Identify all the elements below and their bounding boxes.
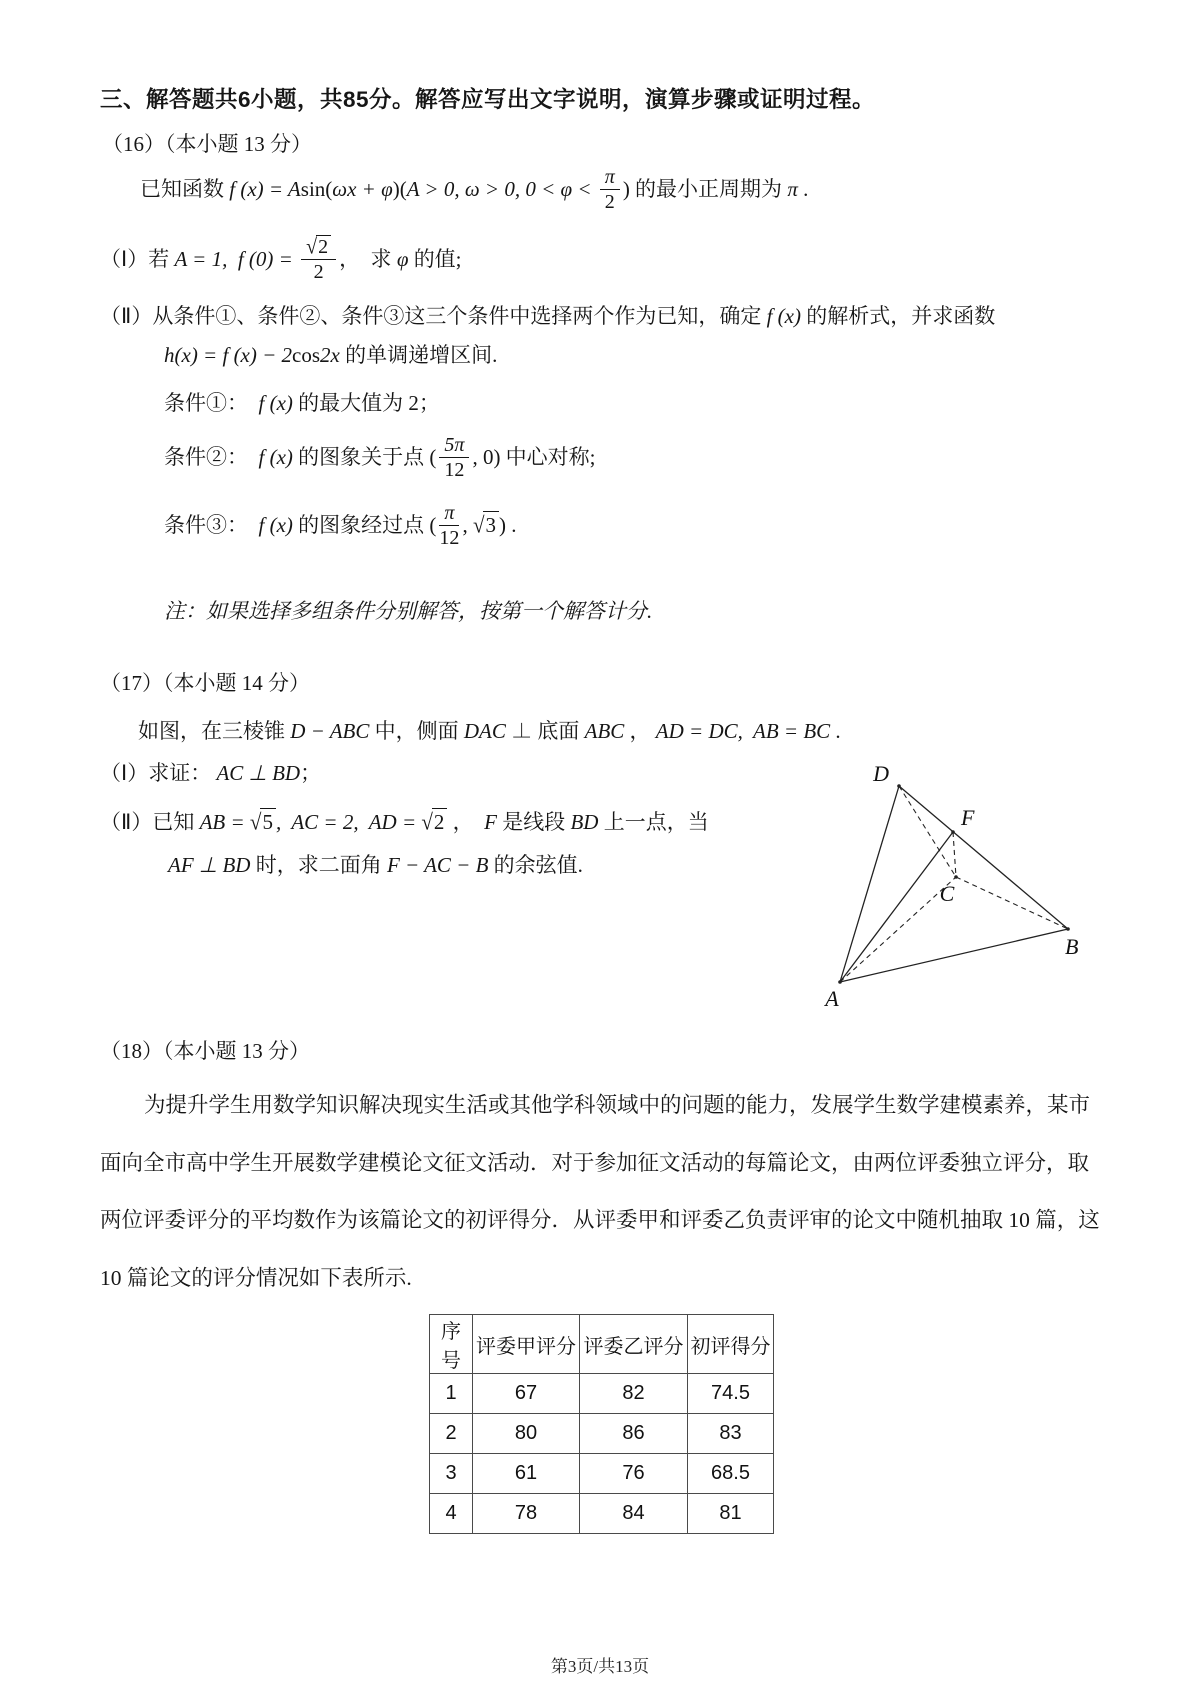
q17-heading-text: （17）（本小题 14 分） [100,671,310,695]
q17-figure [775,733,1115,1023]
q18-paragraph-line [100,1146,1089,1177]
math-fraction [439,434,469,481]
math-segment: 2x [320,343,340,367]
table-cell: 82 [580,1374,688,1414]
math-segment: AC ⊥ BD [216,761,301,785]
edge-cb-dashed [956,877,1068,929]
table-cell: 74.5 [688,1374,774,1414]
q17-heading [100,670,310,696]
text-segment: （Ⅱ）从条件①、条件②、条件③这三个条件中选择两个作为已知，确定 [100,304,767,328]
radical-sign: √ [306,235,318,259]
text-segment: 的解析式，并求函数 [801,304,996,328]
edge-db [899,786,1068,929]
text-segment: 的最大值为 2； [292,391,440,415]
q16-part2-line2 [164,342,497,368]
math-segment: cos [292,343,321,367]
math-segment: φ [396,246,409,271]
math-segment: ABC [584,719,625,743]
table-header-cell: 评委乙评分 [580,1315,688,1374]
math-segment: , AC = 2, AD = [275,809,422,834]
text-segment: （Ⅰ）求证： [100,761,217,785]
text-segment: . [797,176,809,201]
math-segment: ωx + φ [332,176,393,201]
section-header [100,86,875,114]
math-fraction [301,235,336,283]
vertex-a [838,980,842,984]
math-fraction [439,502,459,549]
text-segment: 条件①： [164,391,259,415]
vertex-label-d: D [873,761,889,786]
table-cell: 67 [473,1374,580,1414]
paragraph-text: 10 篇论文的评分情况如下表所示. [100,1266,412,1290]
paragraph-text: 为提升学生用数学知识解决现实生活或其他学科领域中的问题的能力，发展学生数学建模素养，某市 [144,1093,1091,1117]
math-segment: D − ABC [290,719,370,743]
tetrahedron-diagram [775,733,1115,1023]
math-segment: sin( [300,176,333,201]
math-segment: f (x) [258,512,293,537]
radical-sign: √ [421,809,433,836]
text-segment: ； [300,761,322,785]
math-segment: f (x) [766,304,801,328]
math-segment: f (x) [258,444,293,469]
text-segment: 条件③： [164,512,259,537]
text-segment: 的图象经过点 ( [292,512,437,537]
table-row [430,1374,774,1414]
paragraph-text: 面向全市高中学生开展数学建模论文征文活动．对于参加征文活动的每篇论文，由两位评委独立评分，取 [100,1151,1090,1175]
fraction-denominator: 12 [439,526,460,549]
math-segment: f (x) = A [229,176,301,201]
table-row [430,1494,774,1534]
fraction-numerator: π [600,166,620,190]
radicand: 3 [483,511,499,538]
math-fraction [600,166,620,213]
vertex-d [897,784,901,788]
table-cell: 76 [580,1454,688,1494]
fraction-denominator: 2 [604,190,615,213]
q16-condition2-line [164,426,596,488]
q16-condition3-line [164,494,516,556]
table-header-cell: 序号 [430,1315,473,1374]
q16-condition1-line [164,390,440,416]
text-segment: （Ⅱ）已知 [100,809,200,834]
q17-part1-line [100,760,321,786]
square-root [250,808,276,835]
math-segment: A > 0, ω > 0, 0 < φ < [406,176,597,201]
table-row [430,1414,774,1454]
text-segment: ， 求 [339,246,397,271]
text-segment: 的值; [408,246,462,271]
table-cell: 84 [580,1494,688,1534]
text-segment: 的单调递增区间. [339,343,498,367]
fraction-numerator [301,235,336,260]
table-header-row [430,1315,774,1374]
text-segment: 已知函数 [140,176,230,201]
table-row [430,1454,774,1494]
square-root [473,511,499,538]
vertex-f [951,830,955,834]
text-segment: ) 的最小正周期为 [622,176,788,201]
q16-note-text: 注：如果选择多组条件分别解答，按第一个解答计分. [164,599,653,623]
vertex-c [954,875,958,879]
vertex-label-a: A [825,986,839,1011]
square-root [306,235,331,258]
section-header-text: 三、解答题共6小题，共85分。解答应写出文字说明，演算步骤或证明过程。 [100,87,876,112]
q16-note [164,598,652,624]
table-cell: 3 [430,1454,473,1494]
fraction-numerator: 5π [439,434,469,458]
q16-heading-text: （16）（本小题 13 分） [102,132,312,156]
text-segment: 条件②： [164,444,259,469]
q18-heading-text: （18）（本小题 13 分） [100,1039,310,1063]
table-cell: 83 [688,1414,774,1454]
score-table [429,1314,774,1534]
table-header-cell: 初评得分 [688,1315,774,1374]
math-segment: BD [570,809,599,834]
edge-dc-dashed [899,786,956,877]
q16-part1-line [100,228,462,290]
q16-part2-line1 [100,303,995,329]
math-segment: F [484,809,497,834]
radical-sign: √ [249,809,262,836]
text-segment: , [462,512,473,537]
radicand: 2 [432,808,448,835]
text-segment: 的余弦值. [488,853,583,877]
vertex-label-f: F [961,805,975,830]
table-cell: 2 [430,1414,473,1454]
radical-sign: √ [472,512,485,539]
text-segment: 上一点，当 [598,809,709,834]
table-cell: 78 [473,1494,580,1534]
q16-heading [102,131,312,157]
edge-fc-dashed [953,832,956,877]
math-segment: AD = DC, AB = BC [655,719,831,743]
edge-da [840,786,899,982]
vertex-b [1066,927,1070,931]
radicand: 2 [316,235,331,258]
table-cell: 80 [473,1414,580,1454]
page-number: 第3页/共13页 [550,1657,650,1676]
table-cell: 61 [473,1454,580,1494]
math-segment: DAC [463,719,506,743]
fraction-numerator: π [439,502,459,526]
table-cell: 4 [430,1494,473,1534]
math-segment: f (x) [258,391,293,415]
q17-part2-line2 [168,852,583,878]
fraction-denominator: 2 [313,261,324,283]
table-cell: 68.5 [688,1454,774,1494]
text-segment: , 0) 中心对称; [472,444,596,469]
math-segment: )( [392,176,407,201]
math-segment: F − AC − B [386,853,489,877]
math-segment: π [787,176,798,201]
q17-part2-line1 [100,802,709,842]
table-cell: 81 [688,1494,774,1534]
page-footer [0,1652,1200,1677]
text-segment: 是线段 [496,809,571,834]
q18-paragraph-line [100,1261,412,1292]
q18-paragraph-line [100,1088,1090,1119]
table-header-cell: 评委甲评分 [473,1315,580,1374]
text-segment: （Ⅰ）若 [100,246,175,271]
math-segment: h(x) = f (x) − 2 [164,343,293,367]
q17-intro-line [138,718,841,744]
text-segment: ， [447,809,485,834]
text-segment: ， [624,719,656,743]
text-segment: 时，求二面角 [250,853,387,877]
text-segment: . [830,719,841,743]
math-segment: AF ⊥ BD [168,853,251,877]
text-segment: 的图象关于点 ( [292,444,437,469]
table-cell: 1 [430,1374,473,1414]
vertex-label-b: B [1065,934,1079,959]
paragraph-text: 两位评委评分的平均数作为该篇论文的初评得分．从评委甲和评委乙负责评审的论文中随机抽取 10 篇，这 [100,1208,1100,1232]
text-segment: ) . [498,512,517,537]
text-segment: 中，侧面 [369,719,464,743]
math-segment: A = 1, f (0) = [174,246,299,271]
q18-paragraph-line [100,1203,1100,1234]
edge-ac-dashed [840,877,956,982]
q16-intro-line [140,160,808,218]
vertex-label-c: C [939,881,955,906]
text-segment: 如图，在三棱锥 [138,719,291,743]
radicand: 5 [260,808,276,835]
table-cell: 86 [580,1414,688,1454]
q18-heading [100,1038,310,1064]
square-root [421,808,447,835]
math-segment: AB = [199,809,250,834]
text-segment: ⊥ 底面 [505,719,585,743]
fraction-denominator: 12 [444,458,465,481]
